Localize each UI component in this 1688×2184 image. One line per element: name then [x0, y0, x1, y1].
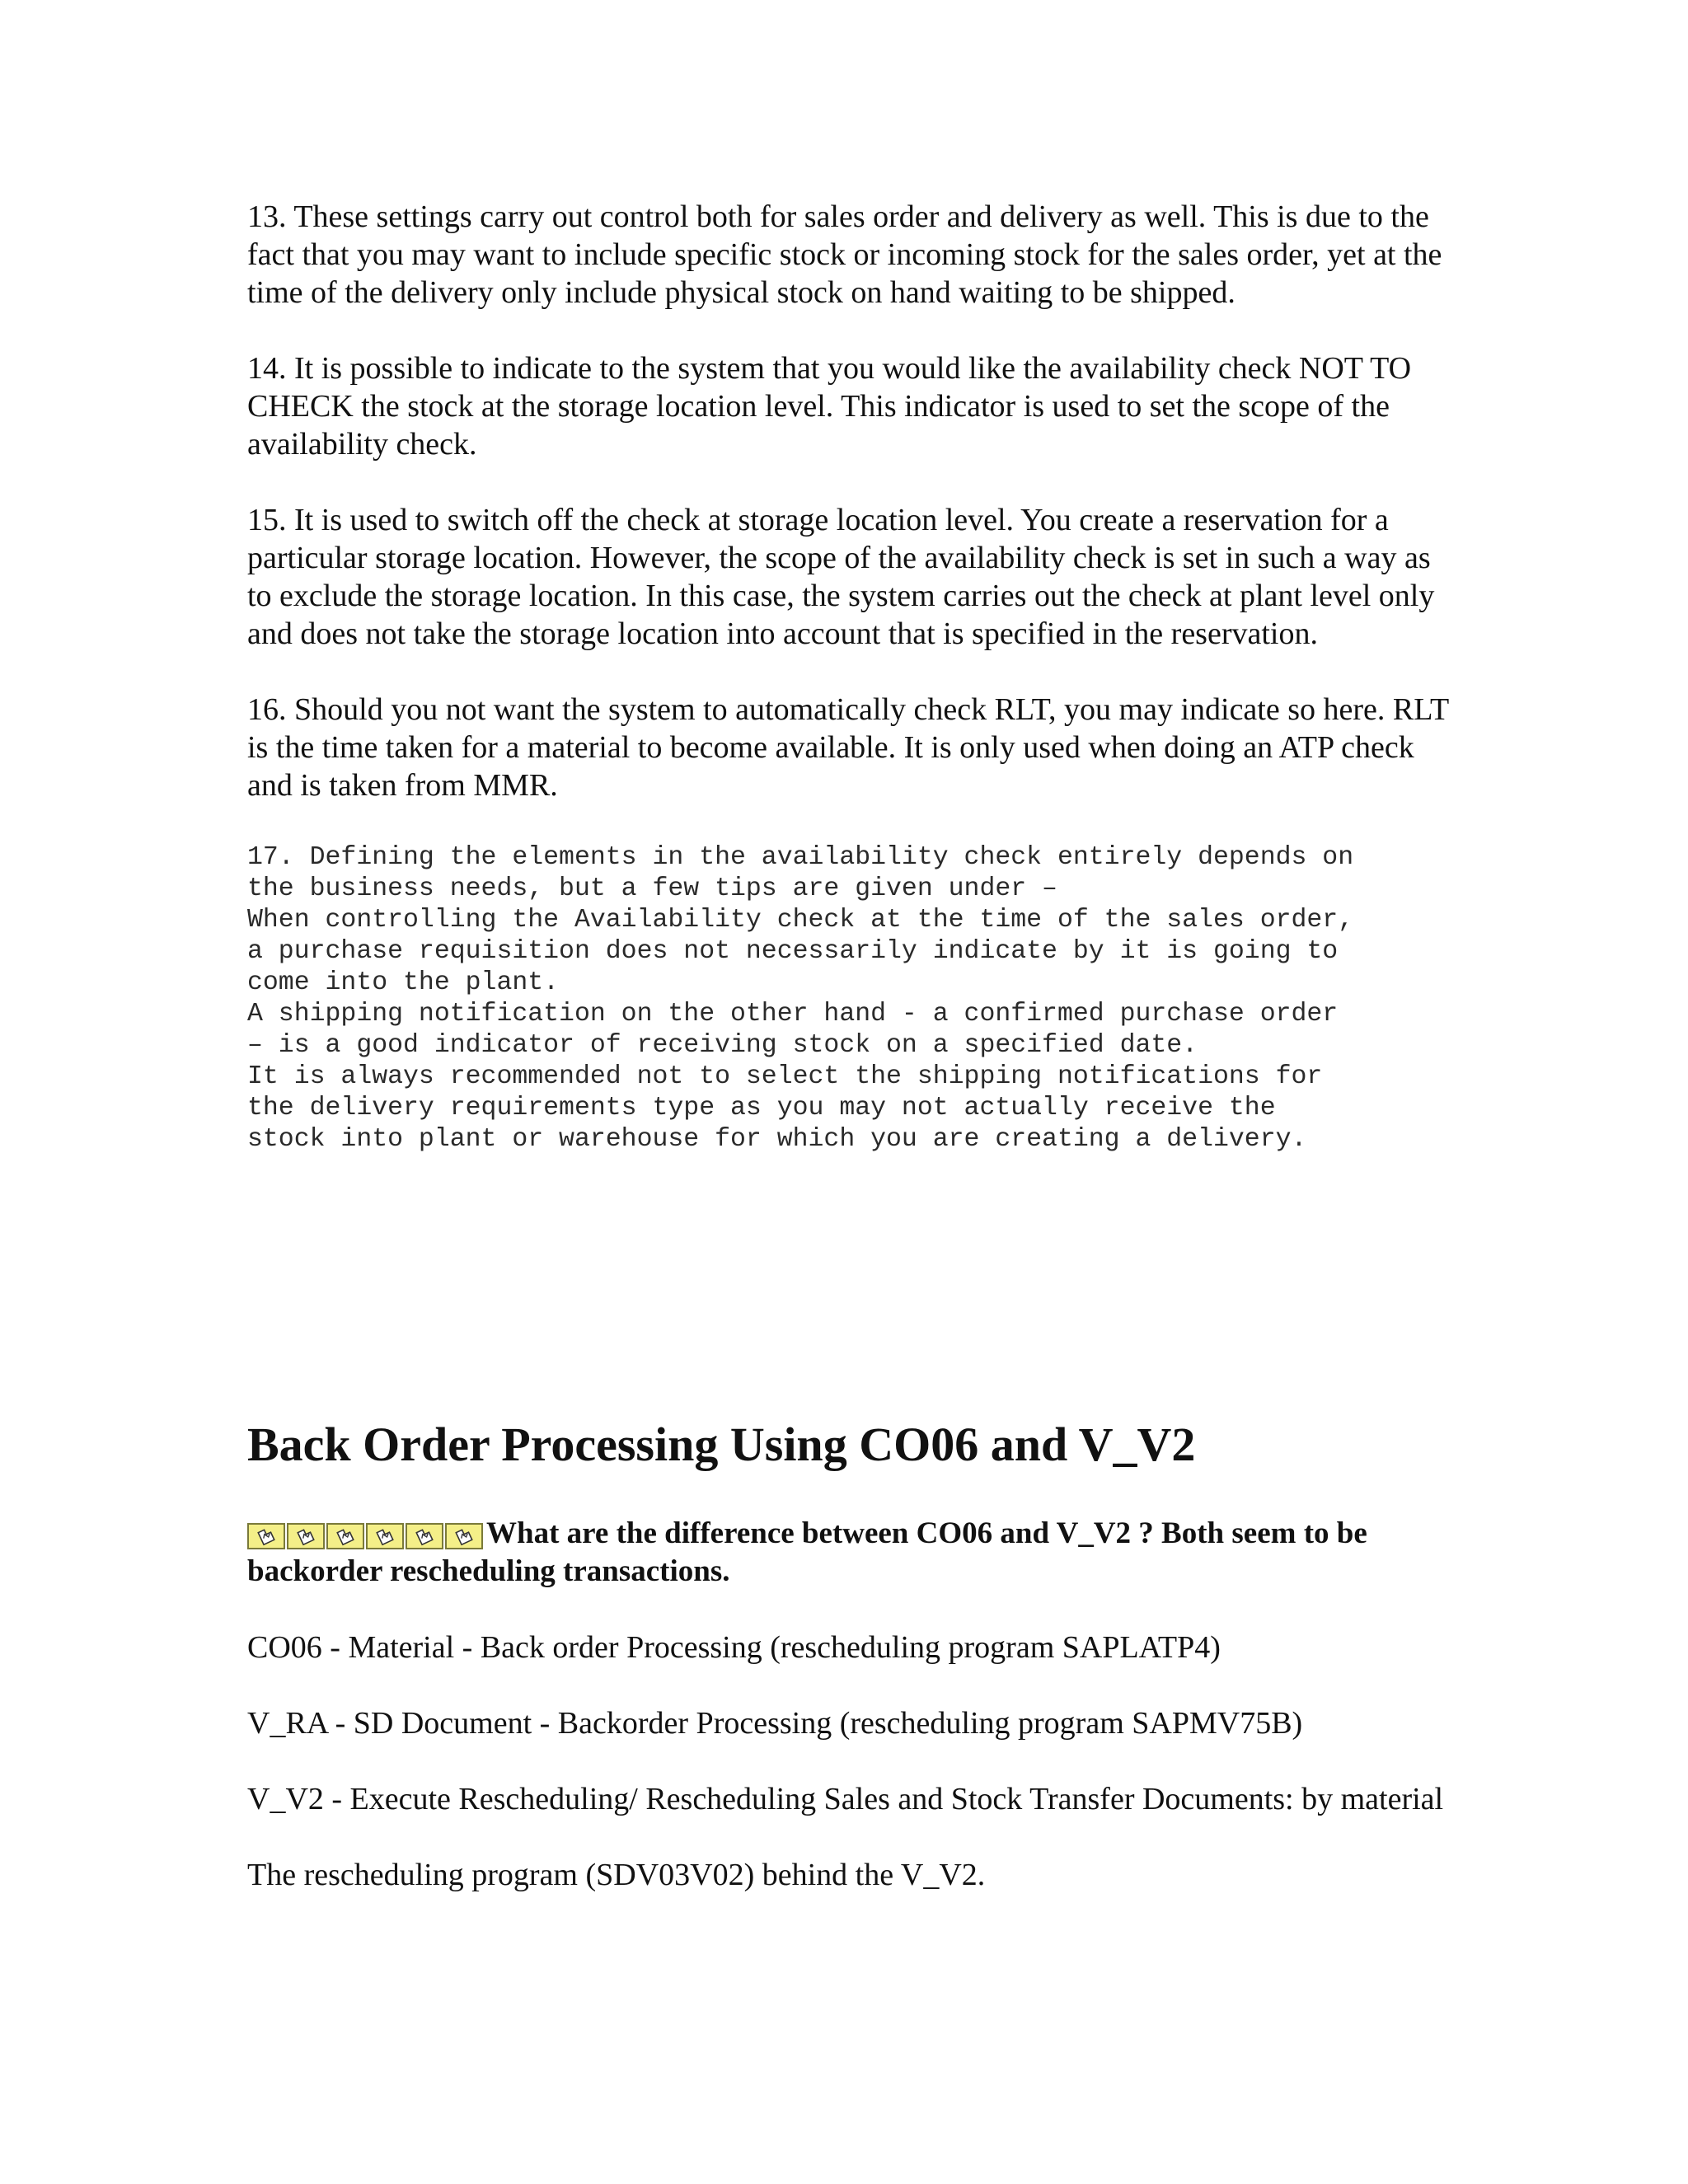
broken-image-icon	[287, 1523, 325, 1549]
mono-line: stock into plant or warehouse for which you are creating a delivery.	[247, 1125, 1307, 1154]
mono-line: – is a good indicator of receiving stock on a specified date.	[247, 1031, 1198, 1060]
broken-image-icon	[445, 1523, 483, 1549]
mono-line: 17. Defining the elements in the availability check entirely depends on	[247, 843, 1354, 872]
lower-section	[247, 1515, 1451, 1932]
question-paragraph	[247, 1515, 1451, 1591]
section-heading: Back Order Processing Using CO06 and V_V2	[247, 1418, 1196, 1471]
v-ra-line: V_RA - SD Document - Backorder Processing (rescheduling program SAPMV75B)	[247, 1706, 1303, 1741]
mono-line: A shipping notification on the other hand - a confirmed purchase order	[247, 1000, 1339, 1029]
paragraph-14: 14. It is possible to indicate to the system that you would like the availability check NOT TO CHECK the stock at the storage location level. This indicator is used to set the scope of the availability check.	[247, 351, 1412, 462]
broken-image-icon	[406, 1523, 443, 1549]
broken-image-icon	[366, 1523, 404, 1549]
mono-line: When controlling the Availability check at the time of the sales order,	[247, 906, 1354, 935]
broken-image-icon	[326, 1523, 364, 1549]
paragraph-15: 15. It is used to switch off the check at storage location level. You create a reservation for a particular storage location. However, the scope of the availability check is set in such a way as to exclude the storage location. In this case, the system carries out the check at plant level only and does not take the storage location into account that is specified in the reservation.	[247, 503, 1435, 651]
v-v2-line: V_V2 - Execute Rescheduling/ Rescheduling Sales and Stock Transfer Documents: by material	[247, 1782, 1444, 1816]
rescheduling-program-line: The rescheduling program (SDV03V02) behind the V_V2.	[247, 1858, 986, 1892]
document-page	[247, 198, 1451, 1892]
broken-image-icon	[247, 1523, 285, 1549]
mono-line: a purchase requisition does not necessarily indicate by it is going to	[247, 937, 1339, 966]
mono-line: the business needs, but a few tips are given under –	[247, 874, 1057, 903]
co06-line: CO06 - Material - Back order Processing (rescheduling program SAPLATP4)	[247, 1630, 1221, 1665]
mono-line: It is always recommended not to select the shipping notifications for	[247, 1062, 1323, 1091]
mono-line: the delivery requirements type as you may not actually receive the	[247, 1094, 1276, 1122]
paragraph-17-monospace	[247, 842, 1451, 1155]
paragraph-16: 16. Should you not want the system to automatically check RLT, you may indicate so here. RLT is the time taken for a material to become available. It is only used when doing an ATP check and is taken from MMR.	[247, 692, 1449, 803]
broken-image-icon-strip	[247, 1523, 485, 1549]
paragraph-13: 13. These settings carry out control both for sales order and delivery as well. This is due to the fact that you may want to include specific stock or incoming stock for the sales order, yet at the time of the delivery only include physical stock on hand waiting to be shipped.	[247, 199, 1442, 310]
question-text: What are the difference between CO06 and V_V2 ? Both seem to be backorder rescheduling transactions.	[247, 1516, 1367, 1588]
mono-line: come into the plant.	[247, 968, 560, 997]
